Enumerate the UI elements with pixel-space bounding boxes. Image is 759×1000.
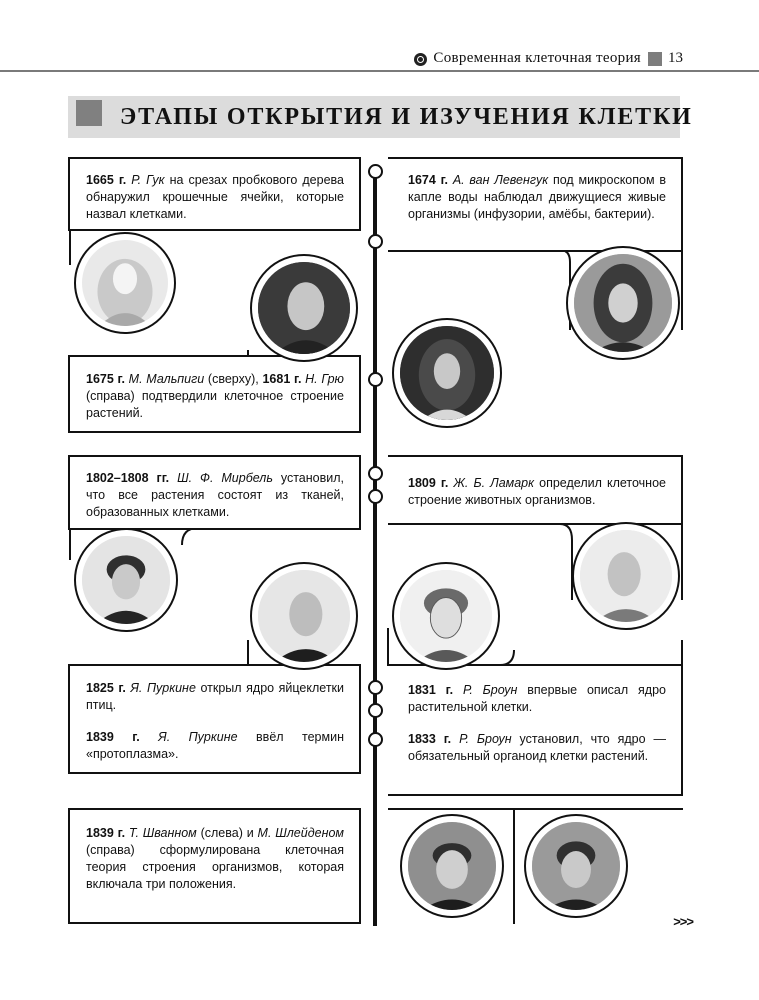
entry-box-brown — [388, 664, 683, 796]
entry-year: 1839 г. — [86, 730, 140, 744]
portrait-grew — [392, 318, 502, 428]
scientist-name: М. Мальпиги — [128, 372, 205, 386]
entry-description: ввёл термин «протоплазма». — [86, 730, 344, 761]
entry-description: (справа) подтвердили клеточное строение растений. — [86, 389, 344, 420]
portrait-hooke — [74, 232, 176, 334]
scientist-name: Р. Гук — [131, 173, 165, 187]
entry-text-hooke — [86, 172, 344, 223]
scientist-name: Ж. Б. Ламарк — [453, 476, 535, 490]
continuation-mark: >>> — [673, 914, 693, 929]
entry-year: 1839 г. — [86, 826, 126, 840]
portrait-brown — [392, 562, 500, 670]
entry-year: 1675 г. — [86, 372, 125, 386]
entry-text-schwann-schleiden — [86, 825, 344, 893]
portrait-purkinje — [250, 562, 358, 670]
entry-description: (справа) сформулирована клеточная теория строения организмов, которая включала три положения. — [86, 843, 344, 891]
scientist-name: Я. Пуркине — [130, 681, 196, 695]
scientist-name: Р. Броун — [462, 683, 518, 697]
portrait-divider — [513, 810, 515, 924]
entry-year: 1809 г. — [408, 476, 449, 490]
entry-text-malpighi-grew — [86, 371, 344, 422]
entry-year: 1681 г. — [262, 372, 302, 386]
entry-description: установил, что ядро — обязательный органоид клетки растений. — [408, 732, 666, 763]
entry-description: (сверху), — [204, 372, 263, 386]
entry-box-schwann-schleiden — [68, 808, 361, 924]
entry-box-purkinje — [68, 664, 361, 774]
entry-box-malpighi-grew — [68, 355, 361, 433]
entry-description: на срезах пробкового дерева обнаружил крошечные ячейки, которые назвал клетками. — [86, 173, 344, 221]
entry-year: 1833 г. — [408, 732, 452, 746]
entry-year: 1802–1808 гг. — [86, 471, 170, 485]
entry-description: установил, что все растения состоят из тканей, образованных клетками. — [86, 471, 344, 519]
portrait-mirbel — [74, 528, 178, 632]
entry-text-lamarck — [408, 475, 666, 509]
running-title: Современная клеточная теория — [433, 50, 641, 66]
scientist-name: Н. Грю — [305, 372, 344, 386]
entry-description: (слева) и — [196, 826, 258, 840]
section-title: ЭТАПЫ ОТКРЫТИЯ И ИЗУЧЕНИЯ КЛЕТКИ — [120, 104, 693, 130]
entry-description: под микроскопом в капле воды наблюдал движущиеся живые организмы (инфузории, амёбы, бактерии). — [408, 173, 666, 221]
entry-box-mirbel — [68, 455, 361, 530]
entry-year: 1825 г. — [86, 681, 126, 695]
entry-description: впервые описал ядро растительной клетки. — [408, 683, 666, 714]
entry-year: 1674 г. — [408, 173, 449, 187]
entry-year: 1665 г. — [86, 173, 127, 187]
entry-year: 1831 г. — [408, 683, 454, 697]
scientist-name: Ш. Ф. Мирбель — [177, 471, 273, 485]
entry-text-purkinje — [86, 680, 344, 778]
entry-text-mirbel — [86, 470, 344, 521]
portrait-lamarck — [572, 522, 680, 630]
entry-box-leeuwenhoek — [388, 157, 683, 252]
portrait-malpighi — [250, 254, 358, 362]
scientist-name: Р. Броун — [459, 732, 512, 746]
scientist-name: Я. Пуркине — [158, 730, 238, 744]
portrait-leeuwenhoek — [566, 246, 680, 360]
entry-box-lamarck — [388, 455, 683, 525]
page-number: 13 — [668, 50, 683, 66]
scientist-name: М. Шлейденом — [257, 826, 344, 840]
scientist-name: А. ван Левенгук — [452, 173, 549, 187]
scientist-name: Т. Шванном — [128, 826, 197, 840]
entry-text-brown — [408, 682, 666, 780]
entry-text-leeuwenhoek — [408, 172, 666, 223]
entry-description: определил клеточное строение животных организмов. — [408, 476, 666, 507]
portrait-schwann — [400, 814, 504, 918]
entry-description: открыл ядро яйцеклетки птиц. — [86, 681, 345, 712]
portrait-schleiden — [524, 814, 628, 918]
entry-box-hooke — [68, 157, 361, 231]
